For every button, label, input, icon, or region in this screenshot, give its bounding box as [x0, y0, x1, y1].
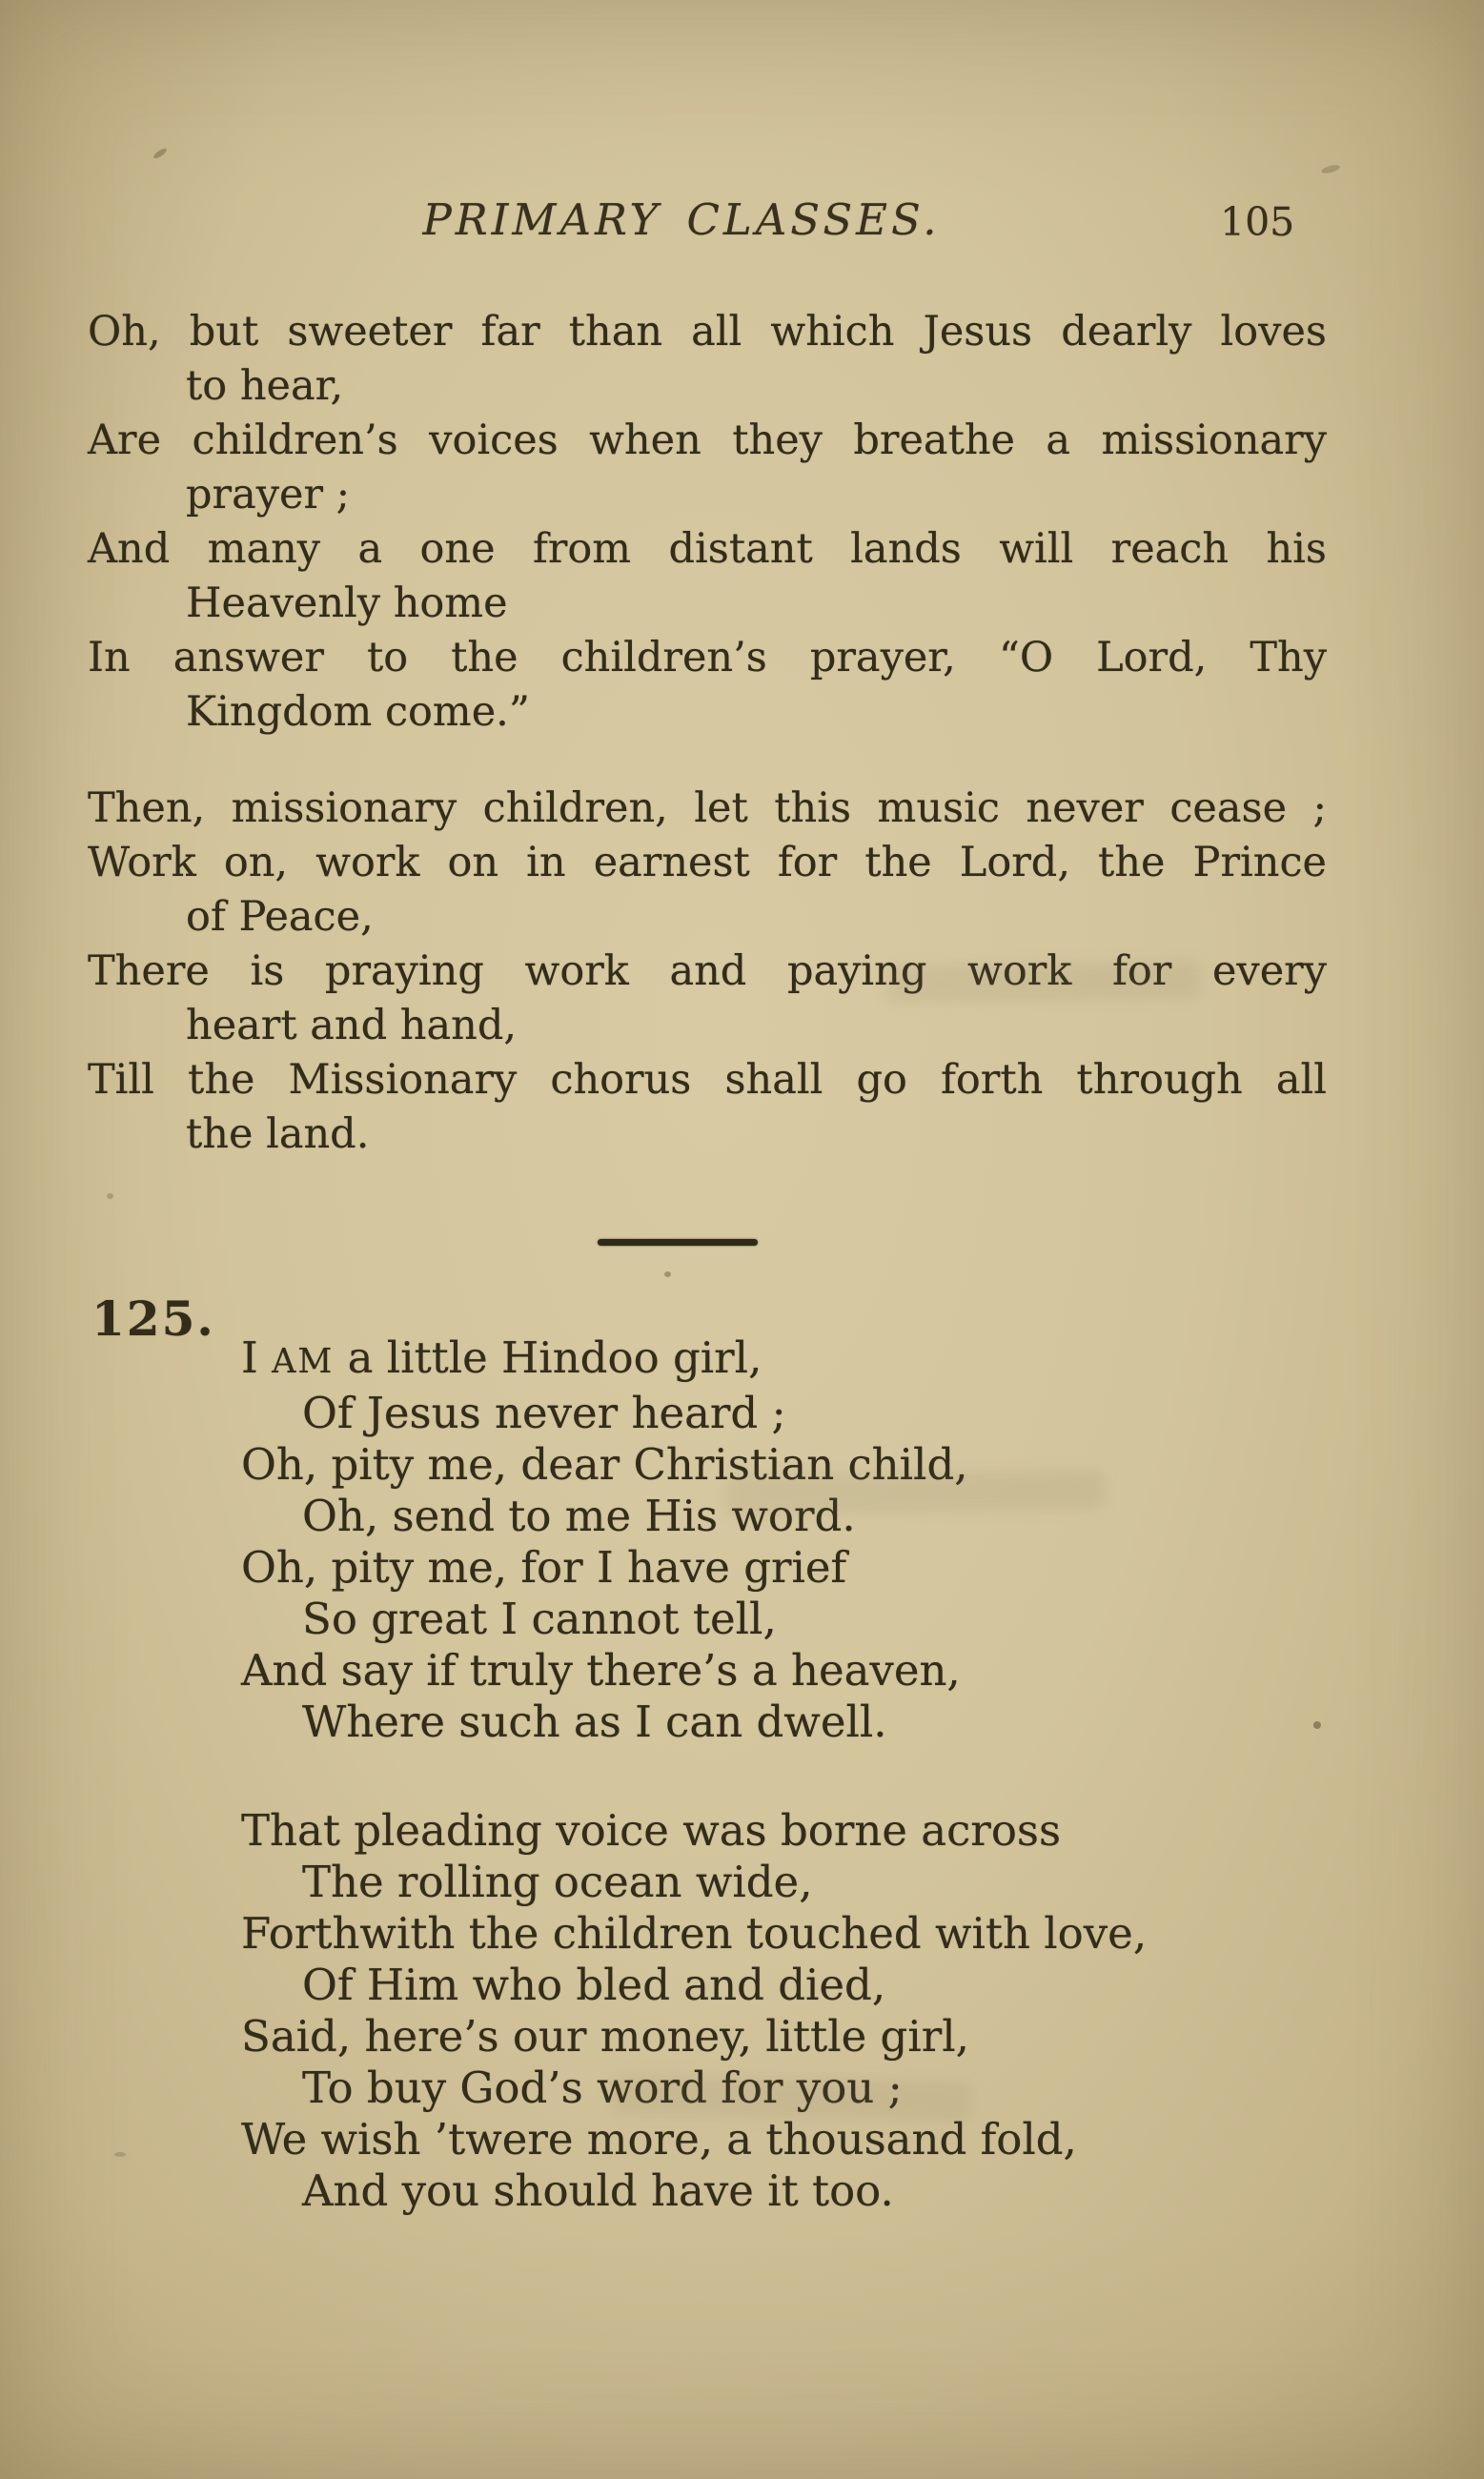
- poem-line: Oh, pity me, for I have grief: [241, 1542, 847, 1593]
- poem-line: Are children’s voices when they breathe a missionary: [88, 417, 1327, 464]
- poem-line: That pleading voice was borne across: [241, 1805, 1062, 1856]
- bleed-through-smudge: [886, 960, 1202, 1004]
- poem-line: And many a one from distant lands will reach his: [88, 525, 1327, 573]
- page-number: 105: [1220, 199, 1295, 245]
- poem-line: heart and hand,: [186, 1002, 518, 1049]
- scan-speck: [152, 147, 169, 160]
- poem-line: Said, here’s our money, little girl,: [241, 2011, 969, 2062]
- poem-line: Where such as I can dwell.: [302, 1697, 887, 1747]
- poem-line: the land.: [186, 1110, 370, 1158]
- poem-line: to hear,: [186, 362, 344, 410]
- poem-line: Heavenly home: [186, 579, 508, 627]
- poem-line: To buy God’s word for you ;: [302, 2062, 903, 2113]
- small-caps-text: AM: [272, 1342, 335, 1381]
- poem-line: Oh, but sweeter far than all which Jesus dearly loves: [88, 308, 1327, 356]
- hymn-125-stanza-2: [241, 1805, 1404, 2217]
- poem-line: The rolling ocean wide,: [302, 1857, 813, 1907]
- bleed-through-smudge: [724, 1470, 1107, 1516]
- poem-line: Till the Missionary chorus shall go forth through all: [88, 1056, 1327, 1104]
- scan-speck: [107, 1193, 113, 1199]
- poem-line: prayer ;: [186, 471, 351, 518]
- poem-line: Work on, work on in earnest for the Lord, the Prince: [88, 839, 1327, 886]
- hymn-number: 125.: [91, 1290, 215, 1347]
- poem-line: So great I cannot tell,: [302, 1594, 777, 1644]
- poem-line: Then, missionary children, let this music never cease ;: [88, 784, 1327, 832]
- poem-line: Kingdom come.”: [186, 688, 530, 736]
- poem-line: Oh, pity me, dear Christian child,: [241, 1439, 968, 1490]
- running-header-title: PRIMARY CLASSES.: [422, 194, 941, 245]
- poem-line: I AM a little Hindoo girl,: [241, 1332, 762, 1383]
- scan-speck: [1320, 164, 1340, 175]
- scan-speck: [664, 1271, 671, 1277]
- poem-line: Of Jesus never heard ;: [302, 1388, 786, 1438]
- poem-line: And you should have it too.: [302, 2165, 894, 2216]
- scan-speck: [1313, 1721, 1321, 1729]
- hymn-continuation-stanza-1: [88, 305, 1327, 740]
- poem-line: In answer to the children’s prayer, “O Lord, Thy: [88, 634, 1327, 681]
- poem-line: Oh, send to me His word.: [302, 1491, 856, 1541]
- poem-line: Forthwith the children touched with love,: [241, 1908, 1148, 1959]
- scan-speck: [114, 2152, 126, 2157]
- poem-line: Of Him who bled and died,: [302, 1960, 886, 2010]
- poem-line: And say if truly there’s a heaven,: [241, 1645, 961, 1696]
- bleed-through-smudge: [610, 2075, 973, 2122]
- poem-line: We wish ’twere more, a thousand fold,: [241, 2114, 1077, 2164]
- poem-line: of Peace,: [186, 893, 374, 941]
- section-divider-rule: [598, 1239, 758, 1246]
- poem-line: There is praying work and paying work for every: [88, 947, 1327, 995]
- hymn-125-stanza-1: [241, 1332, 1404, 1748]
